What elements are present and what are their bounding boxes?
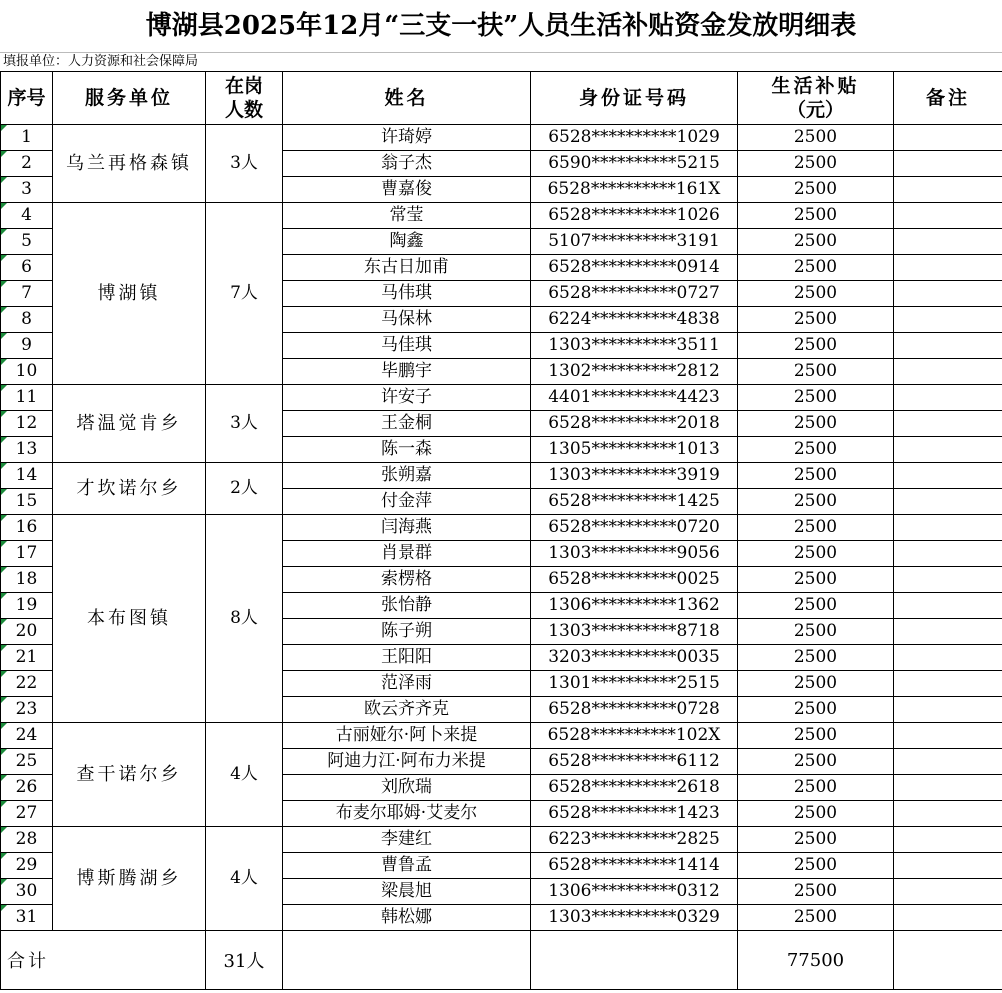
- remark-cell: [894, 385, 1002, 411]
- id-cell: 1306**********1362: [531, 593, 738, 619]
- name-cell: 古丽娅尔·阿卜来提: [283, 723, 531, 749]
- count-cell: 3人: [206, 125, 283, 203]
- header-row: [1, 72, 1002, 125]
- remark-cell: [894, 151, 1002, 177]
- amount-cell: 2500: [738, 853, 894, 879]
- seq-cell: 15: [1, 489, 53, 515]
- id-cell: 1303**********9056: [531, 541, 738, 567]
- name-cell: 张怡静: [283, 593, 531, 619]
- id-cell: 6528**********0025: [531, 567, 738, 593]
- remark-cell: [894, 905, 1002, 931]
- name-cell: 闫海燕: [283, 515, 531, 541]
- seq-cell: 23: [1, 697, 53, 723]
- seq-cell: 29: [1, 853, 53, 879]
- name-cell: 张朔嘉: [283, 463, 531, 489]
- name-cell: 范泽雨: [283, 671, 531, 697]
- amount-cell: 2500: [738, 593, 894, 619]
- service-unit-cell: 博斯腾湖乡: [53, 827, 206, 931]
- table-row: [1, 515, 1002, 541]
- seq-cell: 18: [1, 567, 53, 593]
- amount-cell: 2500: [738, 827, 894, 853]
- id-cell: 1303**********3511: [531, 333, 738, 359]
- amount-cell: 2500: [738, 359, 894, 385]
- id-cell: 6528**********1026: [531, 203, 738, 229]
- seq-cell: 30: [1, 879, 53, 905]
- amount-cell: 2500: [738, 515, 894, 541]
- remark-cell: [894, 801, 1002, 827]
- seq-cell: 13: [1, 437, 53, 463]
- name-cell: 曹鲁孟: [283, 853, 531, 879]
- name-cell: 翁子杰: [283, 151, 531, 177]
- total-id-blank: [531, 931, 738, 990]
- amount-cell: 2500: [738, 905, 894, 931]
- seq-cell: 21: [1, 645, 53, 671]
- amount-cell: 2500: [738, 385, 894, 411]
- id-cell: 6528**********161X: [531, 177, 738, 203]
- header-subsidy-line1: 生活补贴: [771, 75, 860, 97]
- table-row: [1, 723, 1002, 749]
- remark-cell: [894, 281, 1002, 307]
- id-cell: 5107**********3191: [531, 229, 738, 255]
- service-unit-cell: 塔温觉肯乡: [53, 385, 206, 463]
- total-label: 合计: [1, 931, 206, 990]
- id-cell: 1306**********0312: [531, 879, 738, 905]
- name-cell: 王金桐: [283, 411, 531, 437]
- header-seq: 序号: [1, 72, 53, 125]
- amount-cell: 2500: [738, 229, 894, 255]
- header-count-line1: 在岗: [224, 75, 263, 97]
- remark-cell: [894, 853, 1002, 879]
- seq-cell: 9: [1, 333, 53, 359]
- id-cell: 1305**********1013: [531, 437, 738, 463]
- table-row: [1, 125, 1002, 151]
- id-cell: 6528**********2618: [531, 775, 738, 801]
- name-cell: 许琦婷: [283, 125, 531, 151]
- amount-cell: 2500: [738, 723, 894, 749]
- seq-cell: 1: [1, 125, 53, 151]
- seq-cell: 31: [1, 905, 53, 931]
- remark-cell: [894, 463, 1002, 489]
- table-row: [1, 463, 1002, 489]
- header-remark: 备注: [894, 72, 1002, 125]
- amount-cell: 2500: [738, 177, 894, 203]
- id-cell: 6528**********102X: [531, 723, 738, 749]
- remark-cell: [894, 879, 1002, 905]
- seq-cell: 16: [1, 515, 53, 541]
- seq-cell: 19: [1, 593, 53, 619]
- seq-cell: 6: [1, 255, 53, 281]
- total-remark-blank: [894, 931, 1002, 990]
- header-id: 身份证号码: [531, 72, 738, 125]
- service-unit-cell: 查干诺尔乡: [53, 723, 206, 827]
- seq-cell: 5: [1, 229, 53, 255]
- remark-cell: [894, 177, 1002, 203]
- id-cell: 6528**********1423: [531, 801, 738, 827]
- total-name-blank: [283, 931, 531, 990]
- amount-cell: 2500: [738, 671, 894, 697]
- seq-cell: 12: [1, 411, 53, 437]
- name-cell: 马伟琪: [283, 281, 531, 307]
- amount-cell: 2500: [738, 567, 894, 593]
- name-cell: 毕鹏宇: [283, 359, 531, 385]
- id-cell: 6223**********2825: [531, 827, 738, 853]
- id-cell: 6528**********0914: [531, 255, 738, 281]
- remark-cell: [894, 749, 1002, 775]
- remark-cell: [894, 125, 1002, 151]
- remark-cell: [894, 437, 1002, 463]
- total-row: [1, 931, 1002, 990]
- amount-cell: 2500: [738, 203, 894, 229]
- remark-cell: [894, 255, 1002, 281]
- id-cell: 6528**********0727: [531, 281, 738, 307]
- name-cell: 曹嘉俊: [283, 177, 531, 203]
- remark-cell: [894, 229, 1002, 255]
- remark-cell: [894, 567, 1002, 593]
- id-cell: 6528**********1425: [531, 489, 738, 515]
- amount-cell: 2500: [738, 801, 894, 827]
- seq-cell: 20: [1, 619, 53, 645]
- id-cell: 6224**********4838: [531, 307, 738, 333]
- remark-cell: [894, 411, 1002, 437]
- id-cell: 6528**********6112: [531, 749, 738, 775]
- name-cell: 韩松娜: [283, 905, 531, 931]
- name-cell: 常莹: [283, 203, 531, 229]
- amount-cell: 2500: [738, 307, 894, 333]
- seq-cell: 2: [1, 151, 53, 177]
- name-cell: 陶鑫: [283, 229, 531, 255]
- name-cell: 王阳阳: [283, 645, 531, 671]
- id-cell: 6528**********0728: [531, 697, 738, 723]
- id-cell: 1302**********2812: [531, 359, 738, 385]
- header-name: 姓名: [283, 72, 531, 125]
- table-body: [1, 125, 1002, 931]
- count-cell: 4人: [206, 723, 283, 827]
- name-cell: 欧云齐齐克: [283, 697, 531, 723]
- seq-cell: 17: [1, 541, 53, 567]
- seq-cell: 10: [1, 359, 53, 385]
- remark-cell: [894, 515, 1002, 541]
- remark-cell: [894, 697, 1002, 723]
- id-cell: 3203**********0035: [531, 645, 738, 671]
- remark-cell: [894, 359, 1002, 385]
- seq-cell: 7: [1, 281, 53, 307]
- seq-cell: 11: [1, 385, 53, 411]
- name-cell: 梁晨旭: [283, 879, 531, 905]
- remark-cell: [894, 645, 1002, 671]
- seq-cell: 8: [1, 307, 53, 333]
- amount-cell: 2500: [738, 541, 894, 567]
- header-count-line2: 人数: [224, 99, 263, 121]
- seq-cell: 26: [1, 775, 53, 801]
- name-cell: 肖景群: [283, 541, 531, 567]
- service-unit-cell: 博湖镇: [53, 203, 206, 385]
- count-cell: 8人: [206, 515, 283, 723]
- remark-cell: [894, 307, 1002, 333]
- page-title: 博湖县2025年12月“三支一扶”人员生活补贴资金发放明细表: [145, 11, 857, 41]
- id-cell: 1301**********2515: [531, 671, 738, 697]
- id-cell: 1303**********8718: [531, 619, 738, 645]
- total-amount: 77500: [738, 931, 894, 990]
- seq-cell: 27: [1, 801, 53, 827]
- name-cell: 阿迪力江·阿布力米提: [283, 749, 531, 775]
- name-cell: 许安子: [283, 385, 531, 411]
- total-count: 31人: [206, 931, 283, 990]
- id-cell: 6528**********2018: [531, 411, 738, 437]
- service-unit-cell: 乌兰再格森镇: [53, 125, 206, 203]
- seq-cell: 25: [1, 749, 53, 775]
- name-cell: 马佳琪: [283, 333, 531, 359]
- id-cell: 4401**********4423: [531, 385, 738, 411]
- remark-cell: [894, 593, 1002, 619]
- id-cell: 6528**********1029: [531, 125, 738, 151]
- seq-cell: 22: [1, 671, 53, 697]
- id-cell: 1303**********3919: [531, 463, 738, 489]
- amount-cell: 2500: [738, 333, 894, 359]
- amount-cell: 2500: [738, 125, 894, 151]
- name-cell: 东古日加甫: [283, 255, 531, 281]
- amount-cell: 2500: [738, 437, 894, 463]
- seq-cell: 14: [1, 463, 53, 489]
- remark-cell: [894, 671, 1002, 697]
- count-cell: 2人: [206, 463, 283, 515]
- amount-cell: 2500: [738, 463, 894, 489]
- amount-cell: 2500: [738, 697, 894, 723]
- name-cell: 陈子朔: [283, 619, 531, 645]
- service-unit-cell: 才坎诺尔乡: [53, 463, 206, 515]
- amount-cell: 2500: [738, 749, 894, 775]
- service-unit-cell: 本布图镇: [53, 515, 206, 723]
- remark-cell: [894, 723, 1002, 749]
- name-cell: 刘欣瑞: [283, 775, 531, 801]
- amount-cell: 2500: [738, 255, 894, 281]
- remark-cell: [894, 827, 1002, 853]
- header-subsidy-line2: （元）: [786, 99, 844, 121]
- name-cell: 布麦尔耶姆·艾麦尔: [283, 801, 531, 827]
- id-cell: 6528**********0720: [531, 515, 738, 541]
- amount-cell: 2500: [738, 879, 894, 905]
- remark-cell: [894, 775, 1002, 801]
- amount-cell: 2500: [738, 281, 894, 307]
- name-cell: 付金萍: [283, 489, 531, 515]
- amount-cell: 2500: [738, 151, 894, 177]
- name-cell: 陈一森: [283, 437, 531, 463]
- count-cell: 4人: [206, 827, 283, 931]
- header-count: [206, 72, 283, 125]
- remark-cell: [894, 203, 1002, 229]
- count-cell: 7人: [206, 203, 283, 385]
- remark-cell: [894, 619, 1002, 645]
- amount-cell: 2500: [738, 775, 894, 801]
- seq-cell: 4: [1, 203, 53, 229]
- remark-cell: [894, 489, 1002, 515]
- count-cell: 3人: [206, 385, 283, 463]
- name-cell: 李建红: [283, 827, 531, 853]
- id-cell: 1303**********0329: [531, 905, 738, 931]
- remark-cell: [894, 333, 1002, 359]
- id-cell: 6590**********5215: [531, 151, 738, 177]
- seq-cell: 28: [1, 827, 53, 853]
- subsidy-table: [0, 71, 1002, 990]
- table-row: [1, 203, 1002, 229]
- name-cell: 马保林: [283, 307, 531, 333]
- seq-cell: 24: [1, 723, 53, 749]
- amount-cell: 2500: [738, 489, 894, 515]
- reporting-unit: 填报单位：人力资源和社会保障局: [0, 52, 1002, 70]
- amount-cell: 2500: [738, 411, 894, 437]
- header-subsidy: [738, 72, 894, 125]
- header-service-unit: 服务单位: [53, 72, 206, 125]
- table-row: [1, 827, 1002, 853]
- amount-cell: 2500: [738, 619, 894, 645]
- amount-cell: 2500: [738, 645, 894, 671]
- remark-cell: [894, 541, 1002, 567]
- name-cell: 索楞格: [283, 567, 531, 593]
- seq-cell: 3: [1, 177, 53, 203]
- id-cell: 6528**********1414: [531, 853, 738, 879]
- table-row: [1, 385, 1002, 411]
